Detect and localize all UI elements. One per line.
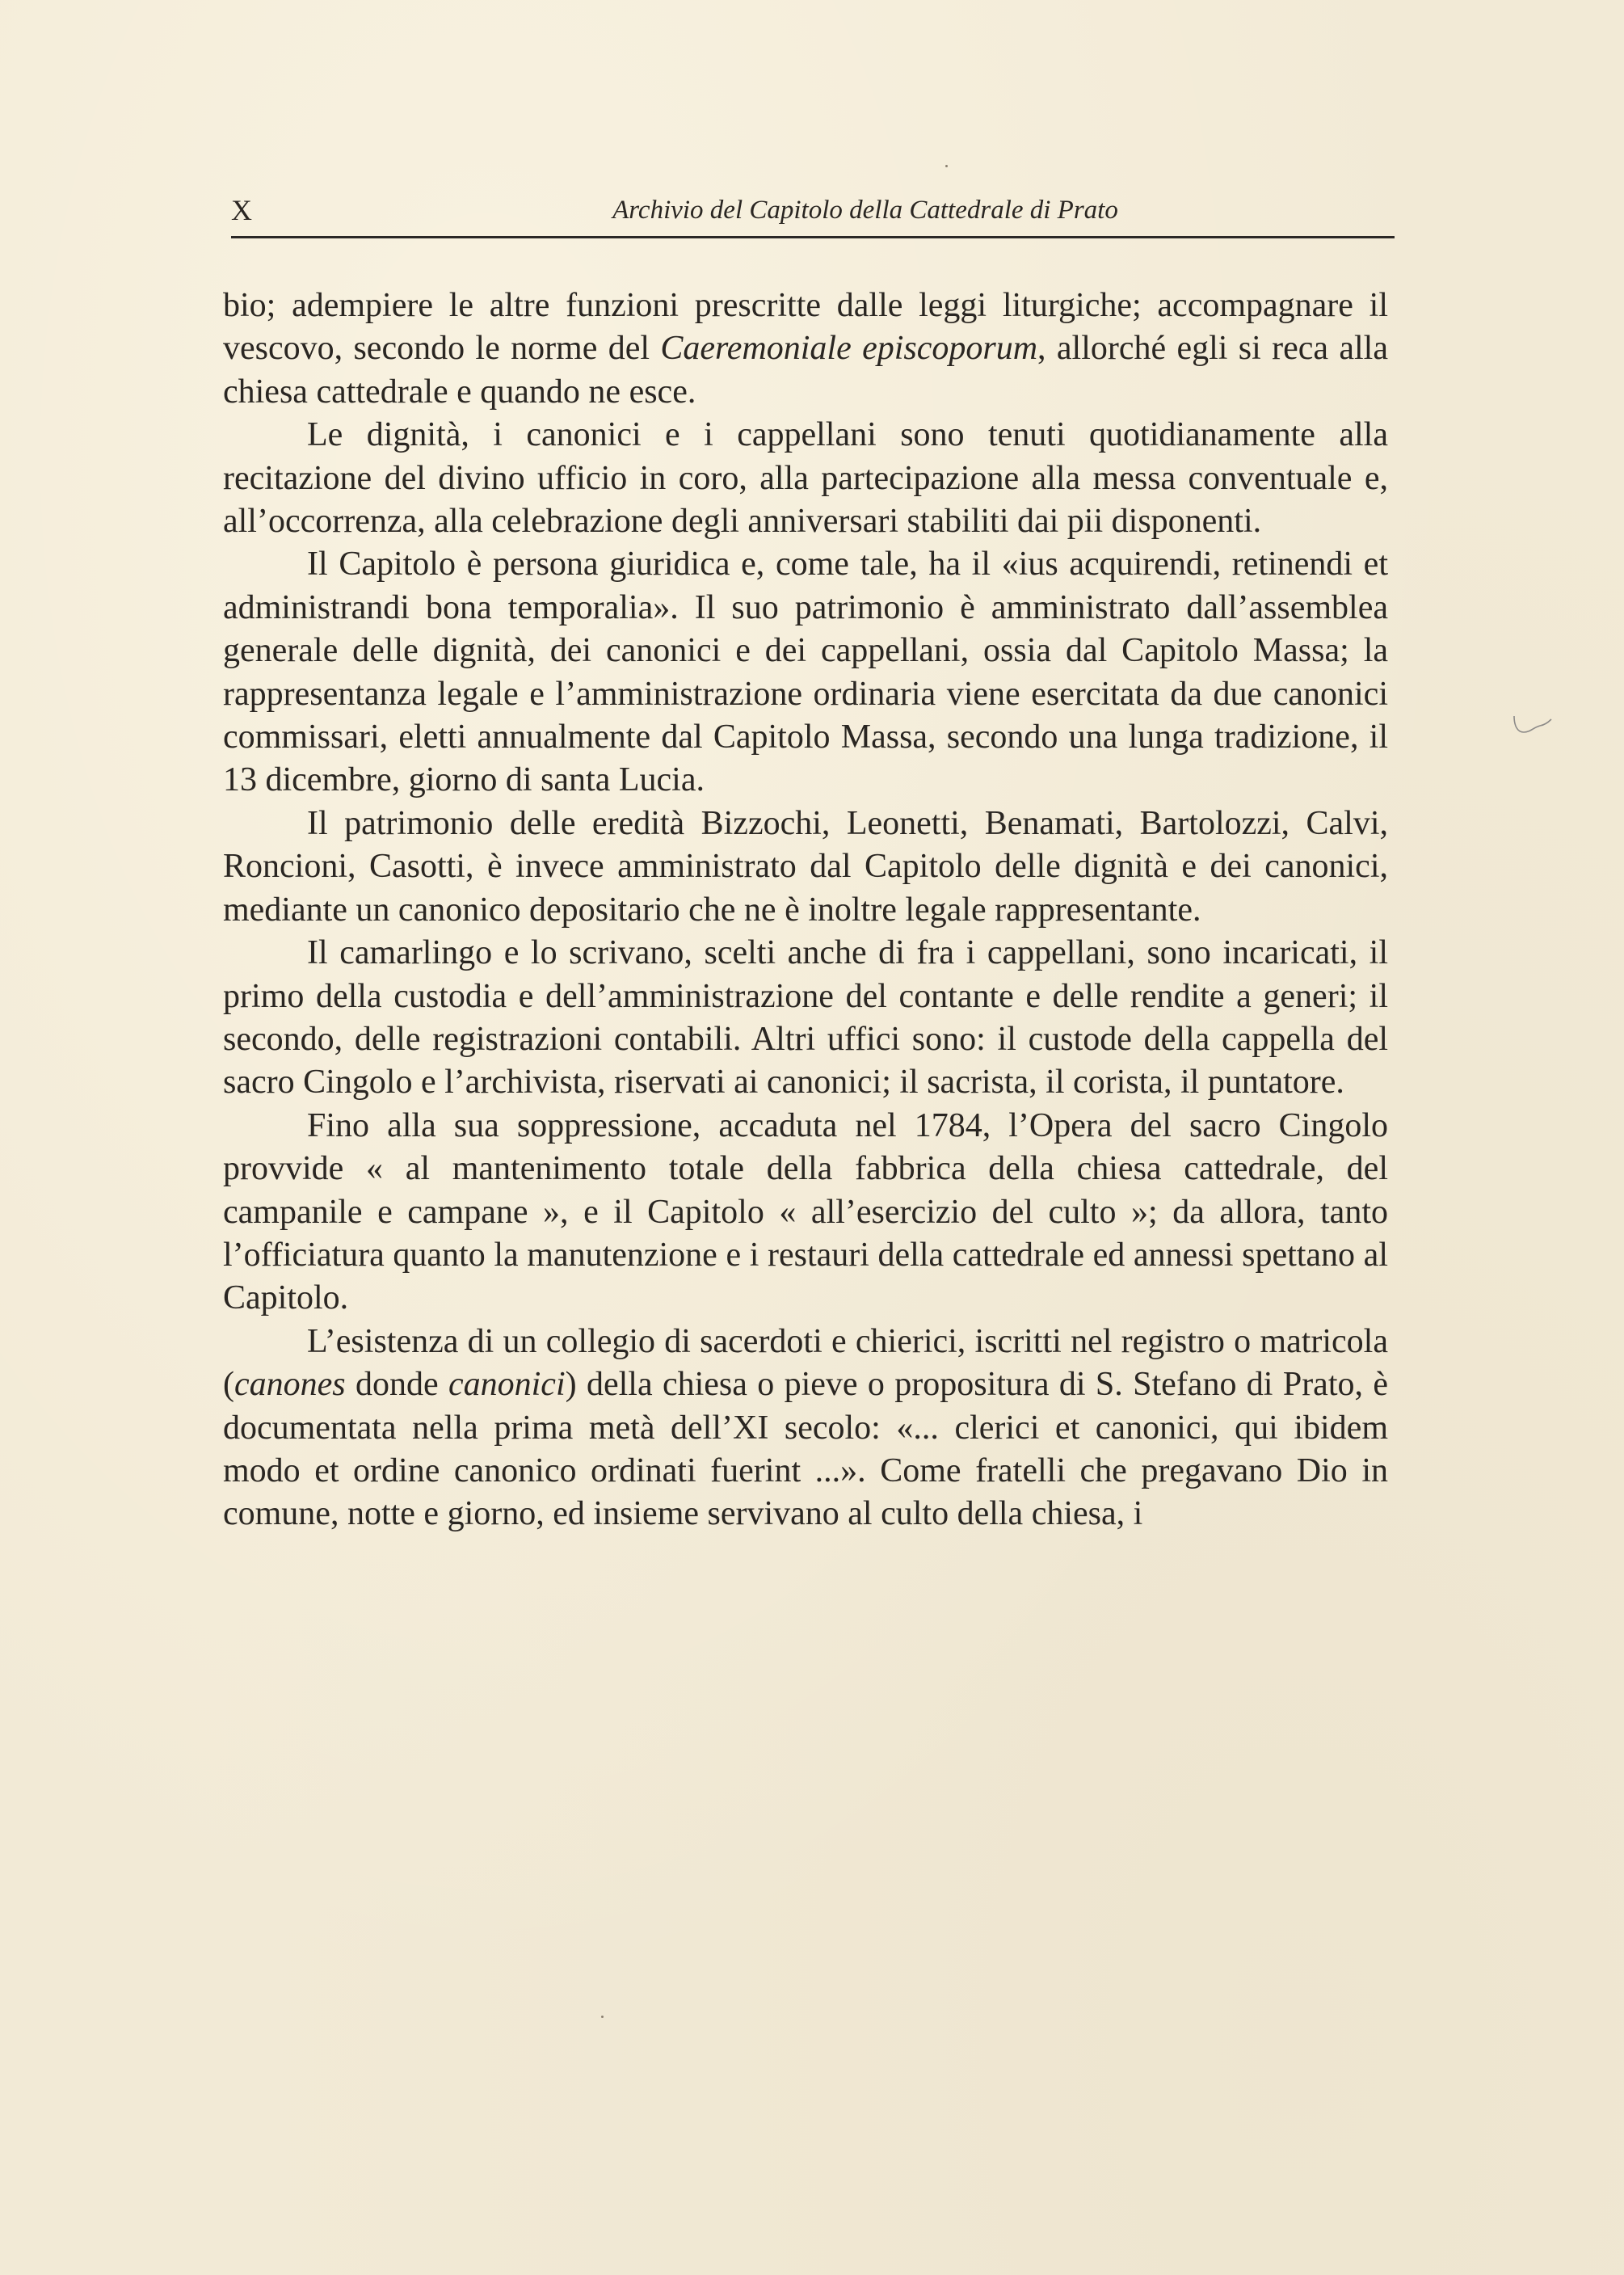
body-text <box>223 284 1388 1536</box>
text-run: ) della chiesa o pieve o propositura di S. Stefano di Prato, è documentata nella prima metà dell’XI secolo: «... clerici et canonici, qui ibidem modo et ordine canonico ordinati fuerint ...». Come fratelli che pregavano Dio in comune, notte e giorno, ed insieme servivano al culto della chiesa, i <box>223 1366 1388 1533</box>
text-run: bio; adempiere le altre funzioni prescritte dalle leggi liturgiche; accompagnare il vescovo, secondo le norme del <box>223 287 1388 368</box>
paper-speck <box>601 2016 604 2018</box>
italic-text: Caeremoniale episcoporum <box>660 330 1038 368</box>
text-run: Il Capitolo è persona giuridica e, come tale, ha il «ius acquirendi, retinendi et administrandi bona temporalia». Il suo patrimonio è amministrato dall’assemblea generale delle dignità, dei canonici e dei cappellani, ossia dal Capitolo Massa; la rappresentanza legale e l’amministrazione ordinaria viene esercitata da due canonici commissari, eletti annualmente dal Capitolo Massa, secondo una lunga tradizione, il 13 dicembre, giorno di santa Lucia. <box>223 546 1388 799</box>
italic-text: canones <box>234 1366 346 1404</box>
paragraph <box>223 803 1388 932</box>
text-run: donde <box>345 1366 448 1404</box>
paragraph <box>223 1321 1388 1536</box>
paragraph <box>223 1105 1388 1321</box>
running-head <box>231 189 1395 238</box>
running-title: Archivio del Capitolo della Cattedrale di Prato <box>612 196 1118 225</box>
text-run: Il camarlingo e lo scrivano, scelti anche di fra i cappellani, sono incaricati, il primo della custodia e dell’amministrazione del contante e delle rendite a generi; il secondo, delle registrazioni contabili. Altri uffici sono: il custode della cappella del sacro Cingolo e l’archivista, riservati ai canonici; il sacrista, il corista, il puntatore. <box>223 934 1388 1102</box>
paragraph <box>223 932 1388 1105</box>
text-run: Il patrimonio delle eredità Bizzochi, Leonetti, Benamati, Bartolozzi, Calvi, Roncioni, Casotti, è invece amministrato dal Capitolo delle dignità e dei canonici, mediante un canonico depositario che ne è inoltre legale rappresentante. <box>223 804 1388 929</box>
header-rule <box>231 236 1395 238</box>
pencil-mark-icon <box>1513 714 1553 739</box>
italic-text: canonici <box>448 1366 566 1404</box>
paragraph <box>223 284 1388 414</box>
text-run: , allorché egli si reca alla chiesa cattedrale e quando ne esce. <box>223 330 1388 411</box>
page-number: X <box>231 194 253 226</box>
paragraph <box>223 543 1388 802</box>
paper-speck <box>945 165 948 167</box>
paragraph <box>223 414 1388 543</box>
text-run: L’esistenza di un collegio di sacerdoti e chierici, iscritti nel registro o matricola ( <box>223 1322 1388 1404</box>
text-run: Le dignità, i canonici e i cappellani sono tenuti quotidianamente alla recitazione del divino ufficio in coro, alla partecipazione alla messa conventuale e, all’occorrenza, alla celebrazione degli anniversari stabiliti dai pii disponenti. <box>223 416 1388 541</box>
text-run: Fino alla sua soppressione, accaduta nel 1784, l’Opera del sacro Cingolo provvide « al mantenimento totale della fabbrica della chiesa cattedrale, del campanile e campane », e il Capitolo « all’esercizio del culto »; da allora, tanto l’officiatura quanto la manutenzione e i restauri della cattedrale ed annessi spettano al Capitolo. <box>223 1106 1388 1317</box>
